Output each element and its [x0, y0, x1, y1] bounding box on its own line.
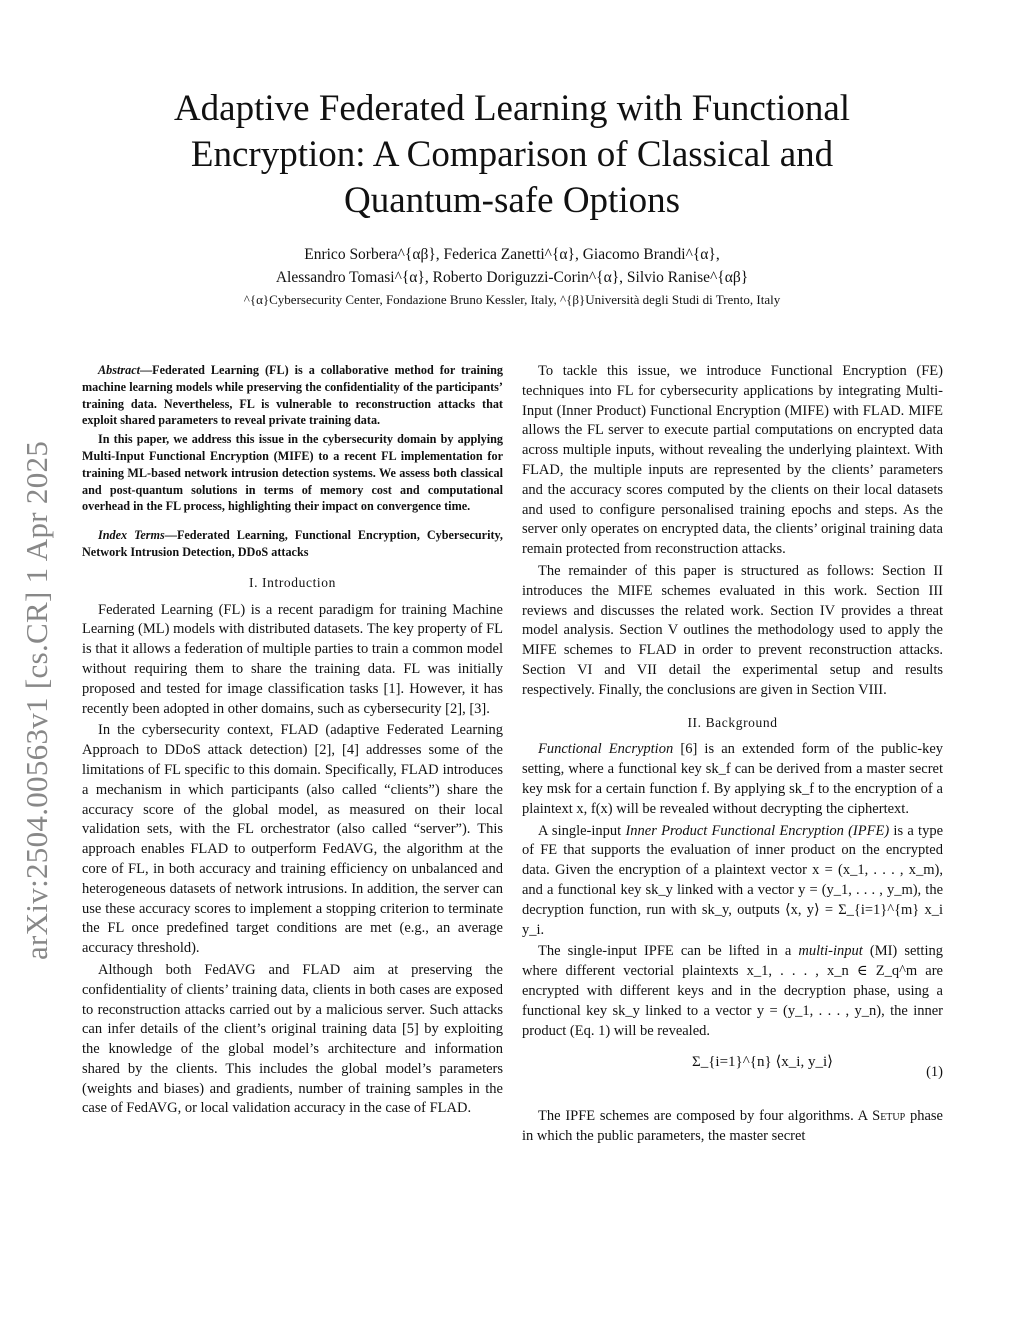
index-terms [82, 527, 503, 561]
background-paragraph-4-start: The IPFE schemes are composed by four algorithms. A [538, 1108, 873, 1125]
intro-paragraph-3: Although both FedAVG and FLAD aim at preserving the confidentiality of clients’ training data, clients in both cases are exposed to reconstruction attacks carried out by a malicious server. Such attacks can infer details of the client’s original training data [5] by exploiting the knowledge of the global model’s architecture and information shared by the clients. This includes the global model’s parameters (weights and biases) and gradients, number of training samples in the case of FedAVG, or local validation accuracy in the case of FLAD. [82, 961, 503, 1117]
intro-paragraph-5: The remainder of this paper is structured as follows: Section II introduces the MIFE schemes evaluated in this work. Section III reviews and discusses the related work. Section IV provides a threat model analysis. Section V outlines the methodology used to apply the MIFE schemes to FLAD in order to prevent reconstruction attacks. Section VI and VII detail the experimental setup and results respectively. Finally, the conclusions are given in Section VIII. [522, 562, 943, 698]
equation-body: Σ_{i=1}^{n} ⟨x_i, y_i⟩ [692, 1054, 833, 1071]
fe-term: Functional Encryption [538, 741, 674, 758]
left-column [82, 362, 503, 1119]
affiliations: ^{α}Cybersecurity Center, Fondazione Bruno Kessler, Italy, ^{β}Università degli Studi di Trento, Italy [243, 292, 781, 307]
background-paragraph-2 [522, 822, 943, 941]
title-line-2: Encryption: A Comparison of Classical and [190, 134, 834, 175]
ipfe-term: Inner Product Functional Encryption (IPFE) [625, 822, 890, 839]
background-paragraph-4-text: phase in which the public parameters, the master secret [522, 1108, 943, 1145]
abstract-paragraph-1: —Federated Learning (FL) is a collaborative method for training machine learning models while preserving the confidentiality of the participants’ training data. Nevertheless, FL is vulnerable to reconstruction attacks that exploit shared parameters to reveal private training data. [82, 363, 503, 428]
section-heading-background: II. Background [687, 714, 778, 730]
background-paragraph-1-text: [6] is an extended form of the public-key setting, where a functional key sk_f can be derived from a master secret key msk for a certain function f. By applying sk_f to the encryption of a plaintext x, f(x) will be revealed without decrypting the ciphertext. [522, 741, 943, 817]
index-terms-label: Index Terms [98, 528, 165, 543]
author-list [110, 243, 914, 289]
intro-paragraph-1: Federated Learning (FL) is a recent paradigm for training Machine Learning (ML) models with distributed datasets. The key property of FL is that it allows a federation of multiple parties to train a common model without requiring them to share the training data. FL was initially proposed and tested for image classification tasks [1]. However, it has recently been adopted in other domains, such as cybersecurity [2], [3]. [82, 601, 503, 717]
background-paragraph-2-text: is a type of FE that supports the evaluation of inner product on the encrypted data. Given the encryption of a plaintext vector x = (x_1, . . . , x_m), and a functional key sk_y linked with a vector y = (y_1, . . . , y_m), the decryption function, run with sk_y, outputs ⟨x, y⟩ = Σ_{i=1}^{m} x_i y_i. [522, 822, 943, 938]
arxiv-identifier: arXiv:2504.00563v1 [cs.CR] 1 Apr 2025 [19, 440, 54, 960]
paper-title [110, 86, 914, 224]
author-line-1: Enrico Sorbera^{αβ}, Federica Zanetti^{α}, Giacomo Brandi^{α}, [304, 246, 720, 263]
index-terms-text: —Federated Learning, Functional Encryption, Cybersecurity, Network Intrusion Detection, DDoS attacks [82, 528, 503, 559]
equation-1 [522, 1047, 943, 1101]
background-paragraph-2-start: A single-input [538, 822, 626, 839]
section-heading-introduction: I. Introduction [249, 574, 336, 590]
setup-term: Setup [872, 1108, 906, 1125]
abstract-paragraph-2: In this paper, we address this issue in the cybersecurity domain by applying Multi-Input Functional Encryption (MIFE) to a recent FL implementation for training ML-based network intrusion detection systems. We assess both classical and post-quantum solutions in terms of memory cost and computational overhead in the FL process, highlighting their impact on convergence time. [82, 432, 503, 514]
multi-input-term: multi-input [798, 943, 863, 960]
intro-paragraph-2: In the cybersecurity context, FLAD (adaptive Federated Learning Approach to DDoS attack detection) [2], [4] addresses some of the limitations of FL specific to this domain. Specifically, FLAD introduces a mechanism in which participants (also called “clients”) share the accuracy score of the global model, as measured on their local validation sets, with the FL orchestrator (also called “server”). This approach enables FLAD to outperform FedAVG, the algorithm at the core of FL, in both accuracy and training efficiency on unbalanced and heterogeneous datasets of network intrusions. In addition, the server can use these accuracy scores to implement a stopping criterion to terminate the FL once predefined target conditions are met (e.g., an average accuracy threshold). [82, 722, 503, 957]
title-line-1: Adaptive Federated Learning with Functional [173, 88, 851, 129]
right-column [522, 362, 943, 1147]
intro-paragraph-4: To tackle this issue, we introduce Functional Encryption (FE) techniques into FL for cybersecurity applications by integrating Multi-Input (Inner Product) Functional Encryption (MIFE) with FLAD. MIFE allows the FL server to execute partial computations on encrypted data across multiple inputs, without revealing the underlying plaintext. With FLAD, the multiple inputs are represented by the clients’ parameters and the accuracy scores computed by the clients on their local datasets and used to configure personalised training epochs and steps. As the server only operates on encrypted data, the clients’ original training data remain protected from reconstruction attacks. [522, 363, 943, 558]
equation-number: (1) [926, 1064, 943, 1081]
abstract-label: Abstract [98, 363, 140, 377]
background-paragraph-3-text: (MI) setting where different vectorial plaintexts x_1, . . . , x_n ∈ Z_q^m are encrypted with different keys and in the decryption phase, using a functional key sk_y linked to a vector y = (y_1, . . . , y_n), the inner product (Eq. 1) will be revealed. [522, 943, 943, 1039]
background-paragraph-3-start: The single-input IPFE can be lifted in a [538, 943, 799, 960]
abstract [82, 362, 503, 515]
background-paragraph-4 [522, 1107, 943, 1147]
author-line-2: Alessandro Tomasi^{α}, Roberto Doriguzzi-Corin^{α}, Silvio Ranise^{αβ} [275, 269, 749, 286]
background-paragraph-1 [522, 740, 943, 819]
background-paragraph-3 [522, 942, 943, 1041]
title-line-3: Quantum-safe Options [343, 180, 681, 221]
